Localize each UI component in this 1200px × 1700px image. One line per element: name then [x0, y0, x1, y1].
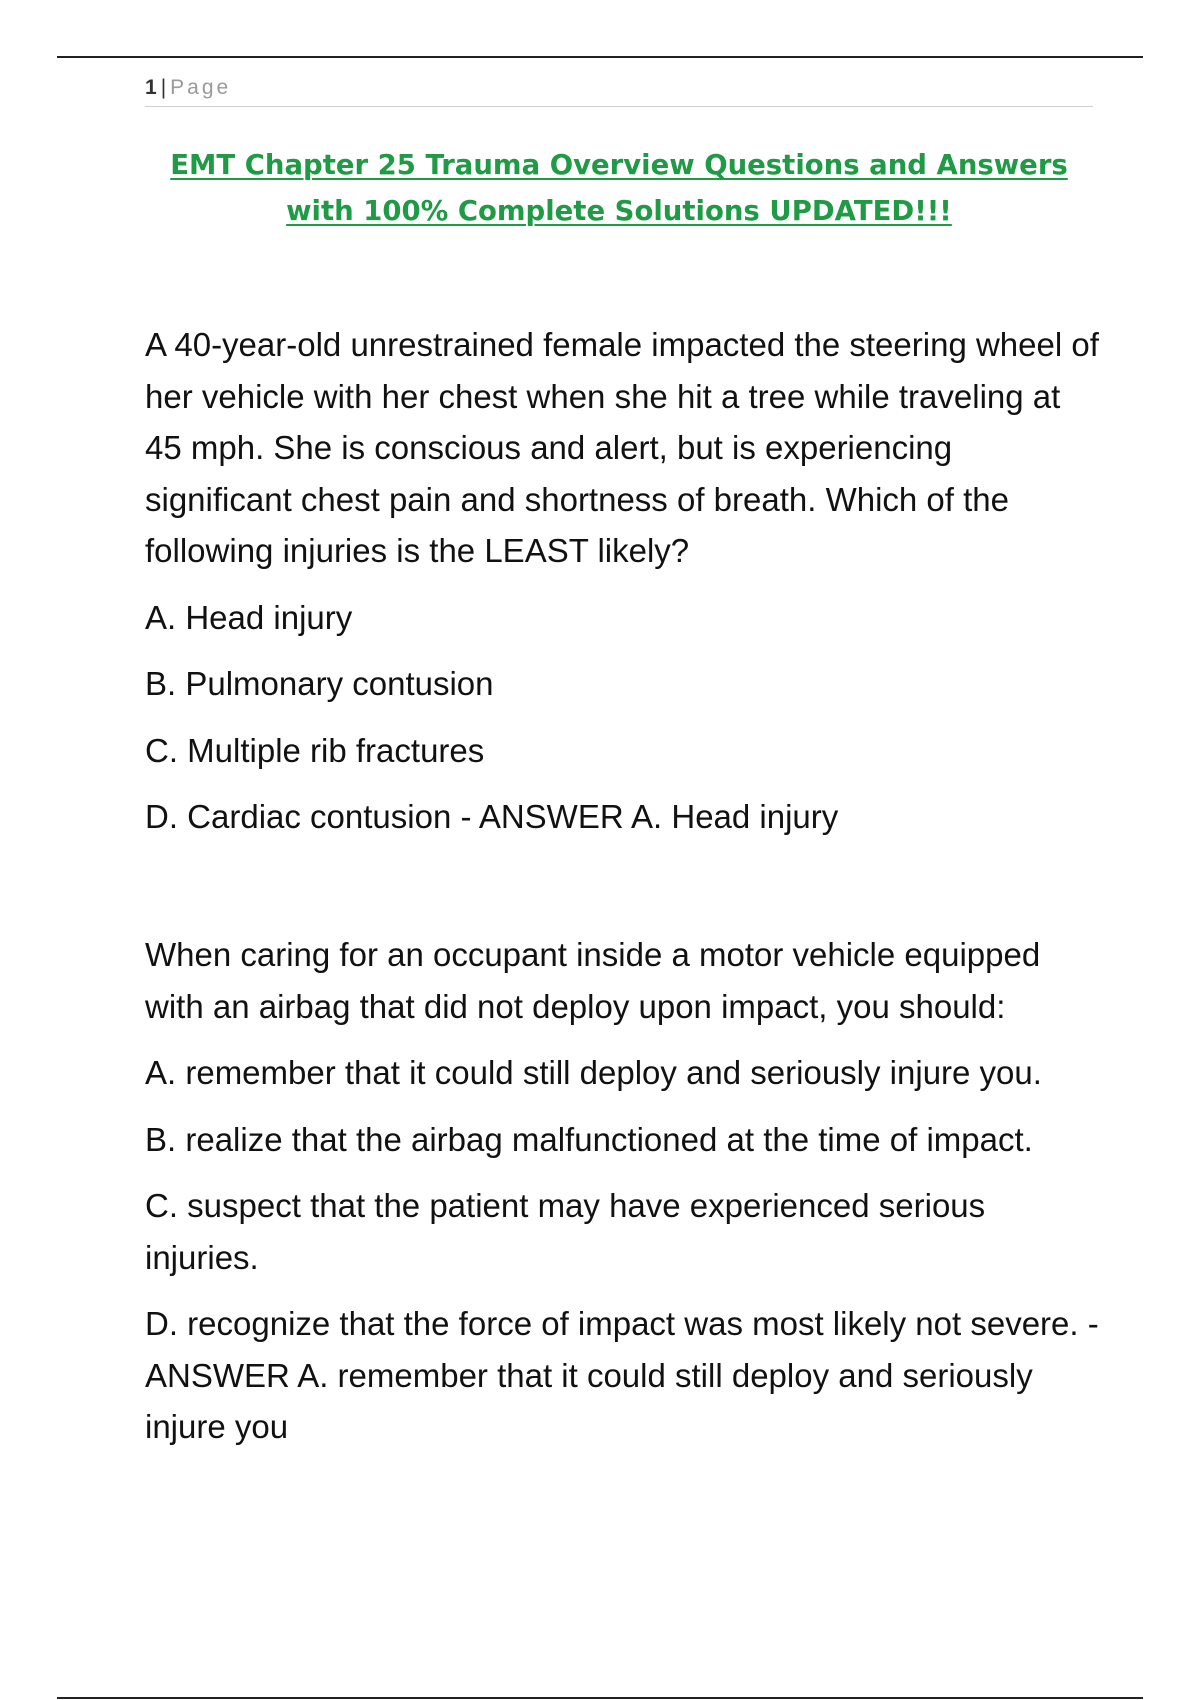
page-number: 1 [145, 76, 157, 99]
option-b: B. Pulmonary contusion [145, 665, 494, 702]
top-divider [57, 56, 1143, 58]
page-label: Page [170, 76, 232, 99]
page-header [145, 72, 1093, 107]
page-separator: | [160, 76, 167, 99]
option-d-answer: D. recognize that the force of impact was most likely not severe. - ANSWER A. remember that it could still deploy and seriously injure you [145, 1305, 1099, 1445]
option-c: C. suspect that the patient may have experienced serious injuries. [145, 1187, 986, 1276]
title-line-1: EMT Chapter 25 Trauma Overview Questions and Answers [170, 149, 1068, 181]
question-block-2 [145, 929, 1105, 1453]
question-text: When caring for an occupant inside a motor vehicle equipped with an airbag that did not deploy upon impact, you should: [145, 936, 1041, 1025]
question-block-1 [145, 319, 1105, 843]
option-a: A. remember that it could still deploy and seriously injure you. [145, 1054, 1042, 1091]
option-b: B. realize that the airbag malfunctioned at the time of impact. [145, 1120, 1033, 1158]
document-title [120, 142, 1118, 234]
question-text: A 40-year-old unrestrained female impacted the steering wheel of her vehicle with her chest when she hit a tree while traveling at 45 mph. She is conscious and alert, but is experiencing significant chest pain and shortness of breath. Which of the following injuries is the LEAST likely? [145, 326, 1099, 569]
option-c: C. Multiple rib fractures [145, 731, 485, 769]
option-a: A. Head injury [145, 598, 353, 636]
title-line-2: with 100% Complete Solutions UPDATED!!! [286, 195, 952, 227]
bottom-divider [57, 1697, 1143, 1699]
option-d-answer: D. Cardiac contusion - ANSWER A. Head injury [145, 798, 839, 835]
